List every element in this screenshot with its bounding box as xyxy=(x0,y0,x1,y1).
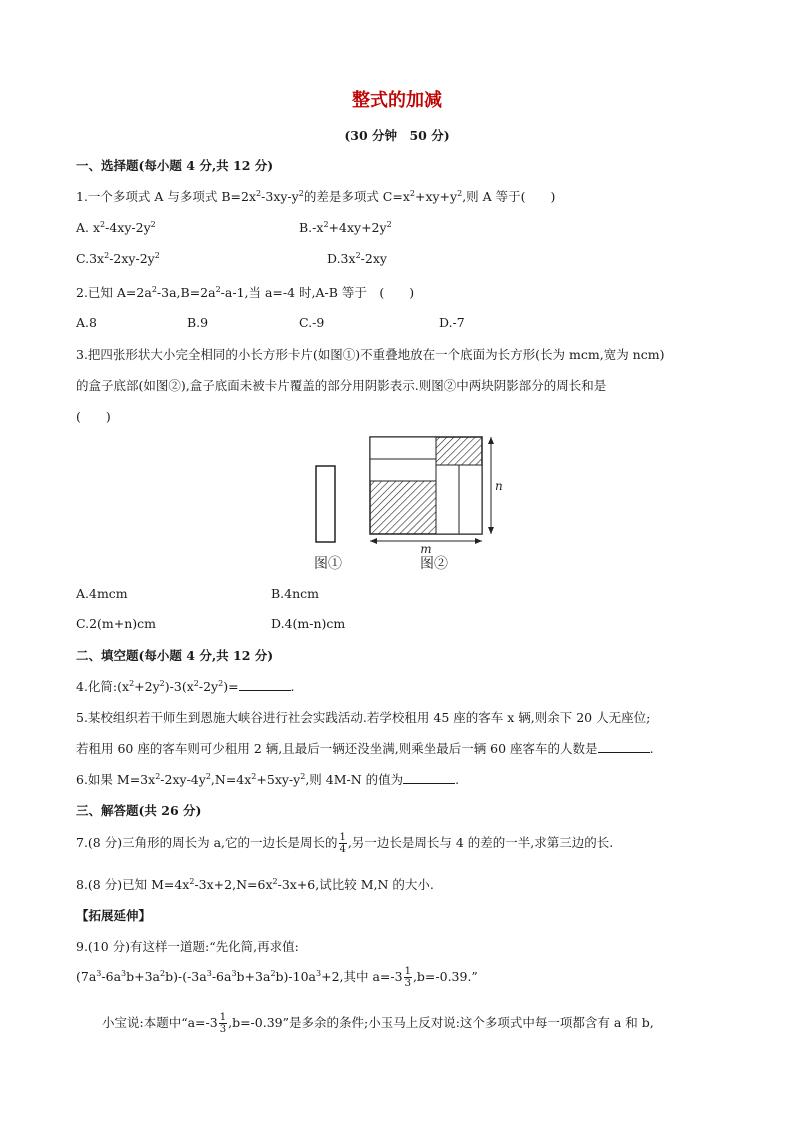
fraction-one-third: $\frac{1}{3}$ xyxy=(404,966,411,989)
figure-2-card-top-1 xyxy=(370,437,436,459)
question-1-option-c: $C.3x^2-2xy-2y^2$ xyxy=(76,251,160,266)
figure-1-caption: 图① xyxy=(314,556,342,572)
figure-2-card-top-2 xyxy=(370,459,436,481)
question-9-expression: $(7a^3-6a^3b+3a^2b)-(-3a^3-6a^3b+3a^2b)-10a^3+2$,其中 a=-3 $\frac{1}{3}$ ,b=-0.39.” xyxy=(76,966,478,989)
figure-1-card xyxy=(316,466,335,542)
question-3-line-3: ( ) xyxy=(76,409,111,424)
section-2-heading: 二、填空题(每小题 4 分,共 12 分) xyxy=(76,648,274,663)
question-2-option-d: D.-7 xyxy=(439,315,465,330)
question-2-option-a: A.8 xyxy=(76,315,97,330)
section-1-heading: 一、选择题(每小题 4 分,共 12 分) xyxy=(76,158,274,173)
question-3-line-2: 的盒子底部(如图②),盒子底面未被卡片覆盖的部分用阴影表示.则图②中两块阴影部分的周长和是 xyxy=(76,378,607,393)
label-m: m xyxy=(420,542,432,556)
page-title: 整式的加减 xyxy=(352,90,442,111)
question-8: 8.(8 分)已知 $M=4x^2-3x+2,N=6x^2-3x+6$,试比较 M,N 的大小. xyxy=(76,877,434,892)
section-3-heading: 三、解答题(共 26 分) xyxy=(76,803,202,818)
fraction-one-quarter: $\frac{1}{4}$ xyxy=(339,832,346,855)
question-2-option-b: B.9 xyxy=(187,315,209,330)
question-2-option-c: C.-9 xyxy=(299,315,325,330)
page-subtitle: (30 分钟 50 分) xyxy=(344,128,450,143)
figure-2-shaded-top-right xyxy=(436,437,482,465)
question-1-option-b: $B.-x^2+4xy+2y^2$ xyxy=(299,220,392,235)
label-n: n xyxy=(495,479,503,493)
question-4: 4.化简$:(x^2+2y^2)-3(x^2-2y^2)=$ . xyxy=(76,679,295,694)
answer-blank xyxy=(598,742,650,753)
question-3-figures xyxy=(300,428,530,576)
question-9-line-1: 9.(10 分)有这样一道题:“先化简,再求值: xyxy=(76,939,299,954)
figure-2-card-right-1 xyxy=(436,465,459,534)
question-1-stem: 1.一个多项式 A 与多项式 $B=2x^2-3xy-y^2$的差是多项式 $C=x^2+xy+y^2$,则 A 等于( ) xyxy=(76,189,556,204)
question-1-option-a: A. $x^2-4xy-2y^2$ xyxy=(76,220,156,235)
question-5-line-2: 若租用 60 座的客车则可少租用 2 辆,且最后一辆还没坐满,则乘坐最后一辆 60 座客车的人数是 . xyxy=(76,741,654,756)
question-1-option-d: $D.3x^2-2xy$ xyxy=(327,251,387,266)
fraction-one-third: $\frac{1}{3}$ xyxy=(219,1012,227,1035)
answer-blank xyxy=(239,680,291,691)
question-9-line-3: 小宝说:本题中“a=-3 $\frac{1}{3}$ ,b=-0.39”是多余的条件;小玉马上反对说:这个多项式中每一项都含有 a 和 b, xyxy=(102,1012,654,1035)
answer-blank xyxy=(403,773,455,784)
question-3-line-1: 3.把四张形状大小完全相同的小长方形卡片(如图①)不重叠地放在一个底面为长方形(长为 mcm,宽为 ncm) xyxy=(76,347,665,362)
question-5-line-1: 5.某校组织若干师生到恩施大峡谷进行社会实践活动.若学校租用 45 座的客车 x 辆,则余下 20 人无座位; xyxy=(76,710,651,725)
figure-2-card-right-2 xyxy=(459,465,482,534)
question-3-option-b: B.4ncm xyxy=(271,586,320,601)
figure-2-shaded-bottom-left xyxy=(370,481,436,534)
question-6: 6.如果 $M=3x^2-2xy-4y^2,N=4x^2+5xy-y^2$,则 4M-N 的值为 . xyxy=(76,772,460,787)
extension-heading: 【拓展延伸】 xyxy=(76,908,152,923)
question-3-option-c: C.2(m+n)cm xyxy=(76,616,157,631)
question-3-option-a: A.4mcm xyxy=(76,586,128,601)
question-7: 7.(8 分)三角形的周长为 a,它的一边长是周长的 $\frac{1}{4}$ ,另一边长是周长与 4 的差的一半,求第三边的长. xyxy=(76,832,614,855)
question-3-option-d: D.4(m-n)cm xyxy=(271,616,346,631)
figure-2-caption: 图② xyxy=(420,556,448,572)
question-2-stem: 2.已知 $A=2a^2-3a,B=2a^2-a-1$,当 a=-4 时,A-B 等于 ( ) xyxy=(76,285,415,300)
